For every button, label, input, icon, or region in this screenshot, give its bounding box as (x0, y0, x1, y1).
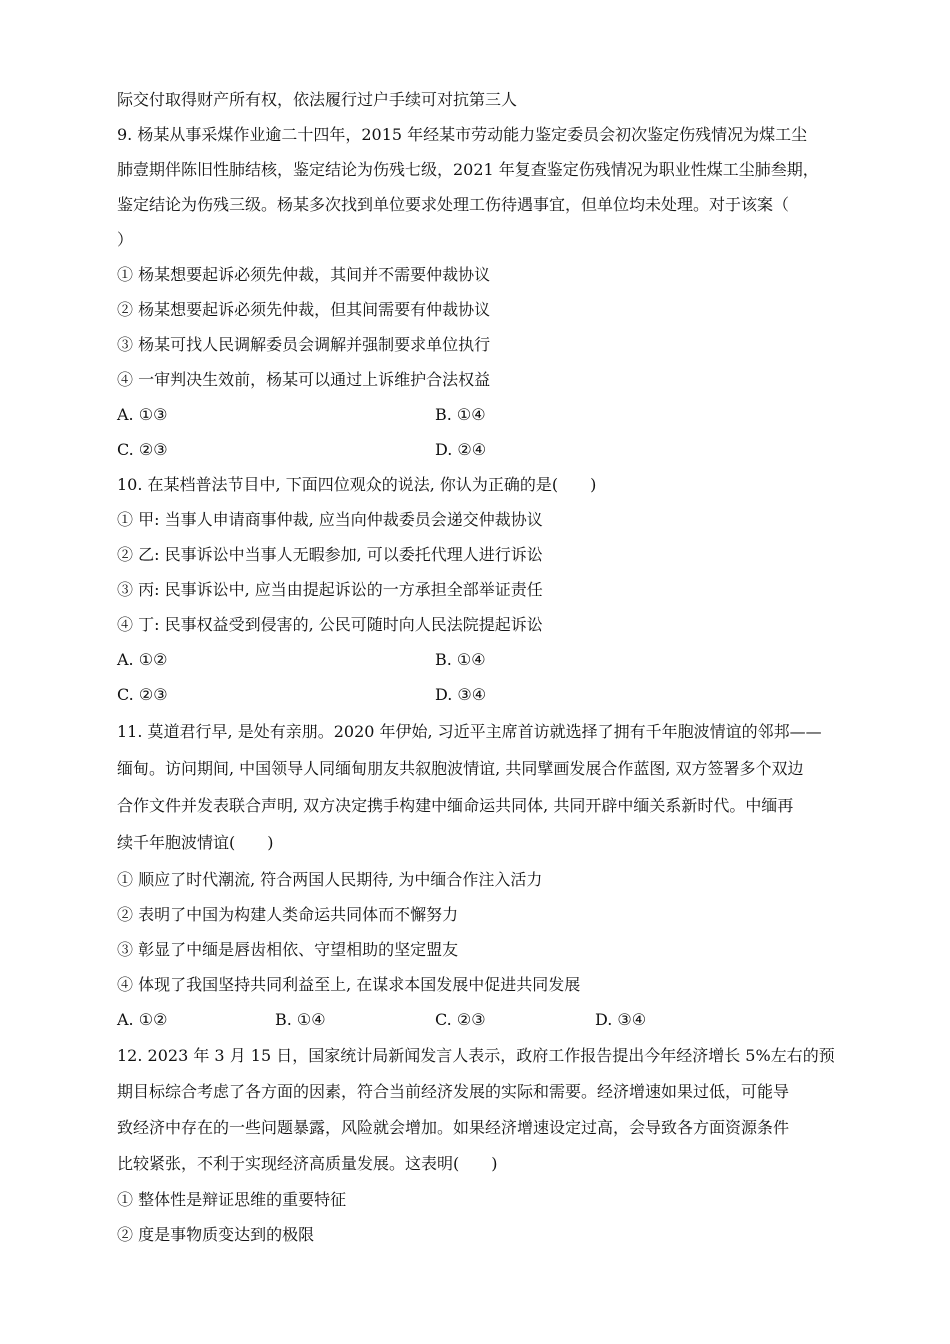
question-9-statement: ③ 杨某可找人民调解委员会调解并强制要求单位执行 (117, 335, 491, 354)
question-9-stem: ） (117, 230, 134, 249)
question-9-statement: ④ 一审判决生效前，杨某可以通过上诉维护合法权益 (117, 370, 491, 389)
question-10-stem: 10. 在某档普法节目中, 下面四位观众的说法, 你认为正确的是( ) (117, 475, 597, 494)
question-9-stem: 肺壹期伴陈旧性肺结核，鉴定结论为伤残七级，2021 年复查鉴定伤残情况为职业性煤工尘肺叁期， (117, 160, 819, 179)
question-12-statement: ② 度是事物质变达到的极限 (117, 1225, 315, 1244)
question-9-option-d: D. ②④ (435, 440, 487, 459)
question-10-statement: ② 乙: 民事诉讼中当事人无暇参加, 可以委托代理人进行诉讼 (117, 545, 543, 564)
question-11-stem: 合作文件并发表联合声明, 双方决定携手构建中缅命运共同体, 共同开辟中缅关系新时代。中缅再 (117, 796, 794, 815)
text-line: 际交付取得财产所有权，依法履行过户手续可对抗第三人 (117, 90, 518, 109)
question-10-statement: ① 甲: 当事人申请商事仲裁, 应当向仲裁委员会递交仲裁协议 (117, 510, 543, 529)
question-12-stem: 比较紧张，不利于实现经济高质量发展。这表明( ) (117, 1154, 498, 1173)
question-10-option-a: A. ①② (117, 650, 168, 669)
question-10-statement: ④ 丁: 民事权益受到侵害的, 公民可随时向人民法院提起诉讼 (117, 615, 543, 634)
question-11-option-d: D. ③④ (595, 1010, 647, 1029)
question-12-stem: 12. 2023 年 3 月 15 日，国家统计局新闻发言人表示，政府工作报告提出今年经济增长 5%左右的预 (117, 1046, 835, 1065)
question-11-option-a: A. ①② (117, 1010, 168, 1029)
question-11-statement: ③ 彰显了中缅是唇齿相依、守望相助的坚定盟友 (117, 940, 459, 959)
question-12-stem: 致经济中存在的一些问题暴露，风险就会增加。如果经济增速设定过高，会导致各方面资源条件 (117, 1118, 790, 1137)
question-9-option-b: B. ①④ (435, 405, 486, 424)
question-11-stem: 11. 莫道君行早, 是处有亲朋。2020 年伊始, 习近平主席首访就选择了拥有千年胞波情谊的邻邦—— (117, 722, 822, 741)
question-11-statement: ④ 体现了我国坚持共同利益至上, 在谋求本国发展中促进共同发展 (117, 975, 581, 994)
question-9-statement: ② 杨某想要起诉必须先仲裁，但其间需要有仲裁协议 (117, 300, 491, 319)
question-10-option-c: C. ②③ (117, 685, 168, 704)
question-11-stem: 续千年胞波情谊( ) (117, 833, 274, 852)
question-10-option-d: D. ③④ (435, 685, 487, 704)
question-9-stem: 9. 杨某从事采煤作业逾二十四年，2015 年经某市劳动能力鉴定委员会初次鉴定伤残情况为煤工尘 (117, 125, 808, 144)
question-11-stem: 缅甸。访问期间, 中国领导人同缅甸朋友共叙胞波情谊, 共同擘画发展合作蓝图, 双方签署多个双边 (117, 759, 804, 778)
question-11-statement: ① 顺应了时代潮流, 符合两国人民期待, 为中缅合作注入活力 (117, 870, 543, 889)
question-9-option-a: A. ①③ (117, 405, 168, 424)
question-11-option-b: B. ①④ (275, 1010, 326, 1029)
question-12-statement: ① 整体性是辩证思维的重要特征 (117, 1190, 347, 1209)
question-9-stem: 鉴定结论为伤残三级。杨某多次找到单位要求处理工伤待遇事宜，但单位均未处理。对于该案（ (117, 195, 790, 214)
question-10-option-b: B. ①④ (435, 650, 486, 669)
question-12-stem: 期目标综合考虑了各方面的因素，符合当前经济发展的实际和需要。经济增速如果过低，可能导 (117, 1082, 790, 1101)
question-9-statement: ① 杨某想要起诉必须先仲裁，其间并不需要仲裁协议 (117, 265, 491, 284)
question-11-statement: ② 表明了中国为构建人类命运共同体而不懈努力 (117, 905, 459, 924)
question-9-option-c: C. ②③ (117, 440, 168, 459)
question-11-option-c: C. ②③ (435, 1010, 486, 1029)
question-10-statement: ③ 丙: 民事诉讼中, 应当由提起诉讼的一方承担全部举证责任 (117, 580, 543, 599)
